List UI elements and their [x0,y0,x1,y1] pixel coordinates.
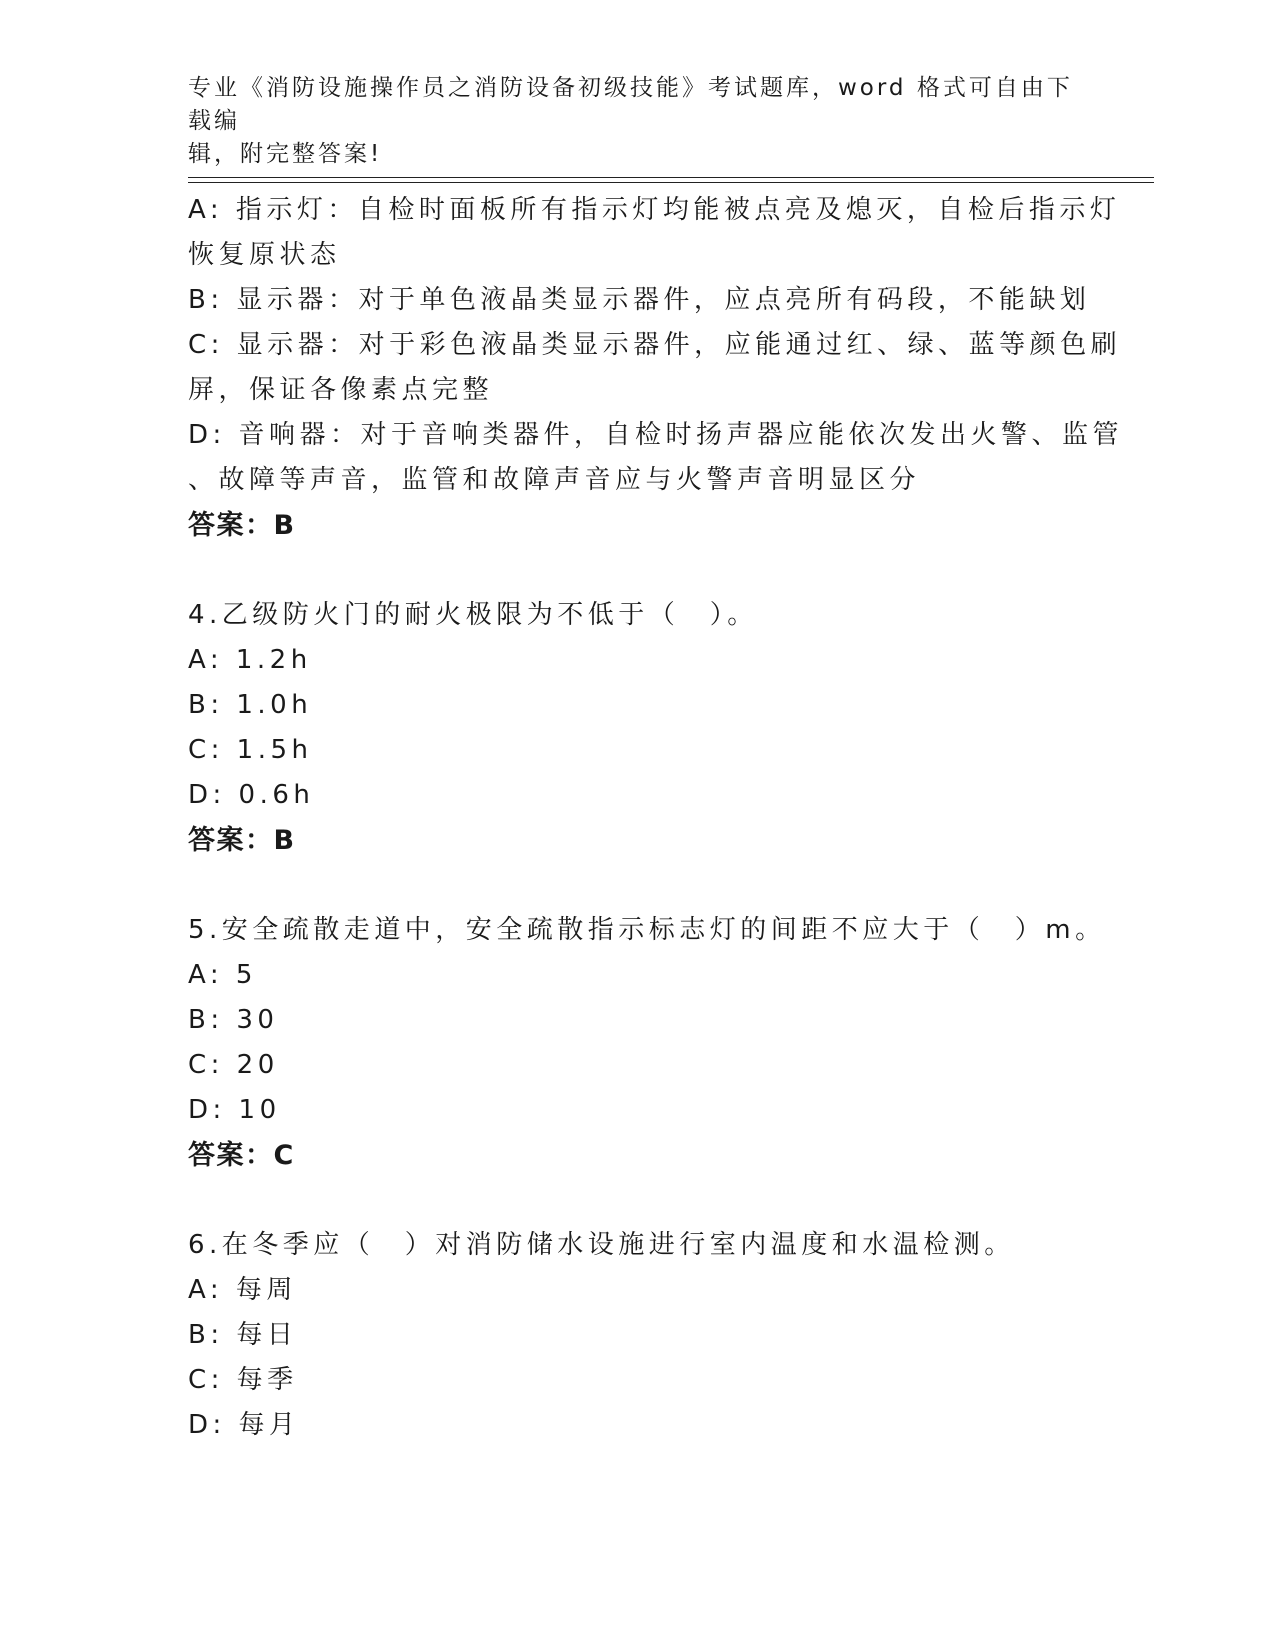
spacer [188,548,1088,593]
option-c: C: 1.5h [188,735,313,765]
option-b: B: 1.0h [188,690,313,720]
option-d: D: 10 [188,1095,281,1125]
option-a-line-2: 恢复原状态 [188,240,341,270]
option-b: B: 显示器：对于单色液晶类显示器件，应点亮所有码段，不能缺划 [188,285,1091,315]
option-b: B: 30 [188,1005,279,1035]
option-d-line-1: D: 音响器：对于音响类器件，自检时扬声器应能依次发出火警、监管 [188,420,1124,450]
answer-label: 答案：B [188,510,296,541]
question-5-block [188,908,1106,1178]
option-c-line-2: 屏，保证各像素点完整 [188,375,494,405]
option-a: A: 5 [188,960,257,990]
header-divider-bottom [188,182,1154,183]
option-b: B: 每日 [188,1320,298,1350]
spacer [188,1178,1088,1223]
question-4-block [188,593,1088,863]
option-d: D: 每月 [188,1410,300,1440]
question-list [188,188,1124,1448]
option-a: A: 每周 [188,1275,297,1305]
option-c: C: 20 [188,1050,279,1080]
header-divider-top [188,177,1154,178]
header-line-2: 辑，附完整答案! [188,141,383,167]
question-6-text: 6.在冬季应（ ）对消防储水设施进行室内温度和水温检测。 [188,1230,1015,1260]
header-line-1: 专业《消防设施操作员之消防设备初级技能》考试题库，word 格式可自由下载编 [188,75,1073,134]
spacer [188,863,1088,908]
option-c: C: 每季 [188,1365,298,1395]
question-6-block [188,1223,1088,1448]
answer-label: 答案：B [188,825,296,856]
question-3-block [188,188,1124,548]
question-4-text: 4.乙级防火门的耐火极限为不低于（ ）。 [188,600,758,630]
option-d: D: 0.6h [188,780,315,810]
option-d-line-2: 、故障等声音，监管和故障声音应与火警声音明显区分 [188,465,921,495]
answer-label: 答案：C [188,1140,295,1171]
option-c-line-1: C: 显示器：对于彩色液晶类显示器件，应能通过红、绿、蓝等颜色刷 [188,330,1122,360]
page-header [188,72,1088,171]
option-a: A: 1.2h [188,645,312,675]
option-a-line-1: A: 指示灯：自检时面板所有指示灯均能被点亮及熄灭，自检后指示灯 [188,195,1121,225]
question-5-text: 5.安全疏散走道中，安全疏散指示标志灯的间距不应大于（ ）m。 [188,915,1106,945]
